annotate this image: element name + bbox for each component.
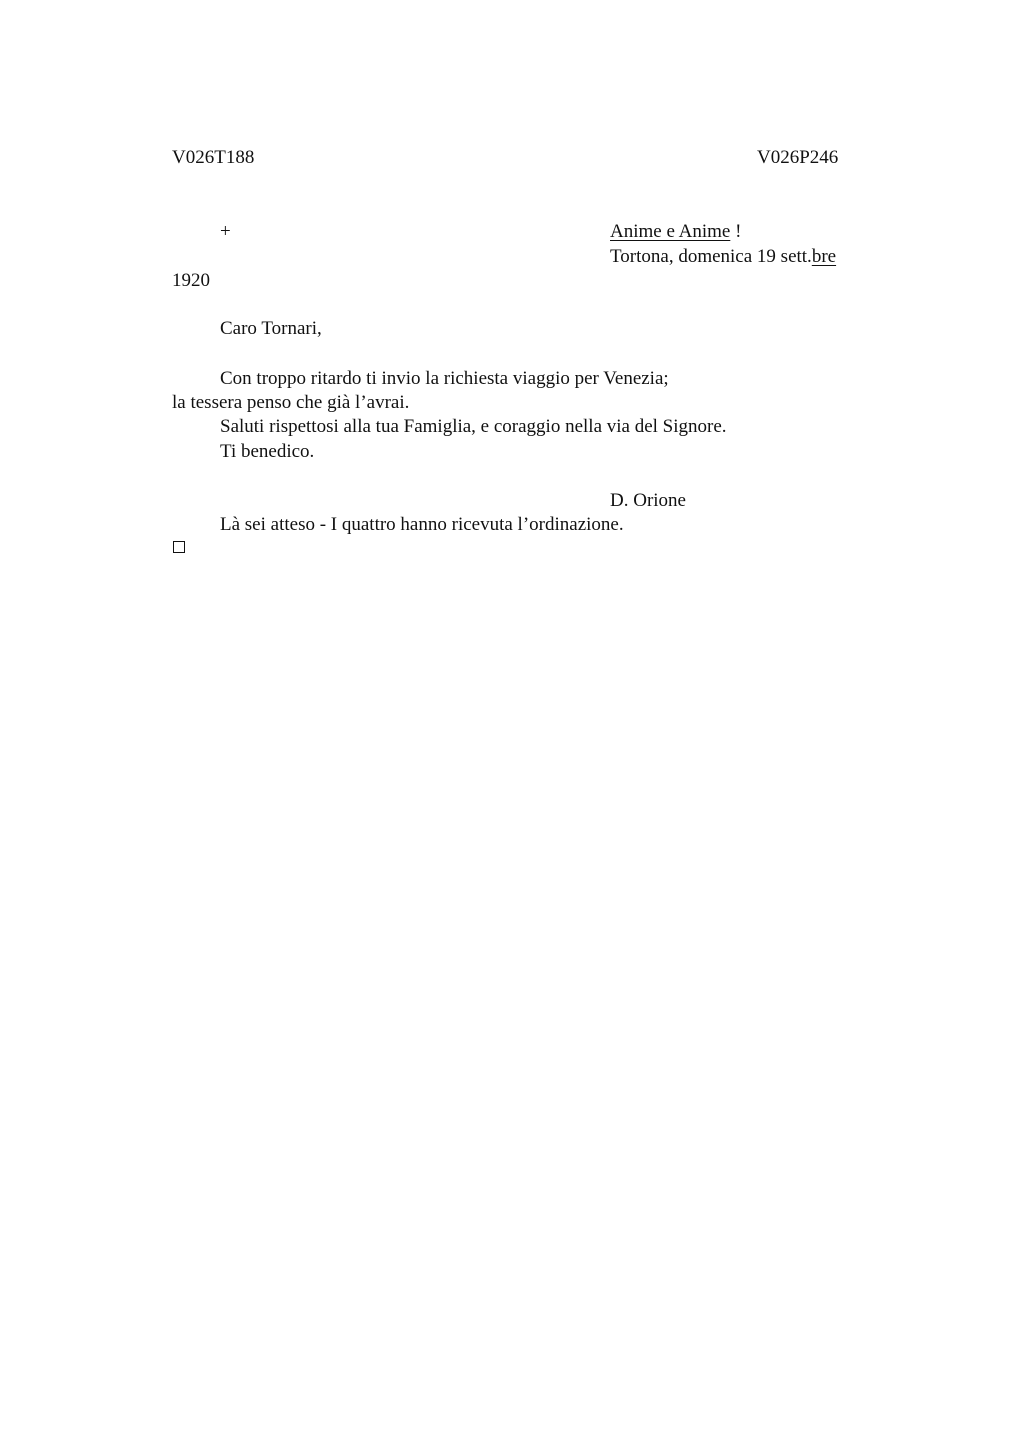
dateline xyxy=(610,245,836,269)
body-line-3: Saluti rispettosi alla tua Famiglia, e coraggio nella via del Signore. xyxy=(220,416,727,437)
dateline-prefix: Tortona, domenica 19 sett. xyxy=(610,246,812,267)
motto xyxy=(610,220,741,244)
body-line-4: Ti benedico. xyxy=(220,441,315,462)
dateline-underlined: bre xyxy=(811,246,837,267)
document-code-left: V026T188 xyxy=(172,147,255,168)
document-code-right: V026P246 xyxy=(757,147,839,168)
motto-suffix: ! xyxy=(730,221,742,242)
body-line-2: la tessera penso che già l’avrai. xyxy=(172,392,410,413)
salutation: Caro Tornari, xyxy=(220,318,322,339)
signature: D. Orione xyxy=(610,490,686,511)
postscript: Là sei atteso - I quattro hanno ricevuta l’ordinazione. xyxy=(220,514,624,535)
motto-underlined: Anime e Anime xyxy=(610,221,731,242)
dateline-year: 1920 xyxy=(172,270,210,291)
empty-box-symbol xyxy=(173,541,185,553)
cross-symbol: + xyxy=(220,221,231,242)
body-line-1: Con troppo ritardo ti invio la richiesta viaggio per Venezia; xyxy=(220,368,669,389)
